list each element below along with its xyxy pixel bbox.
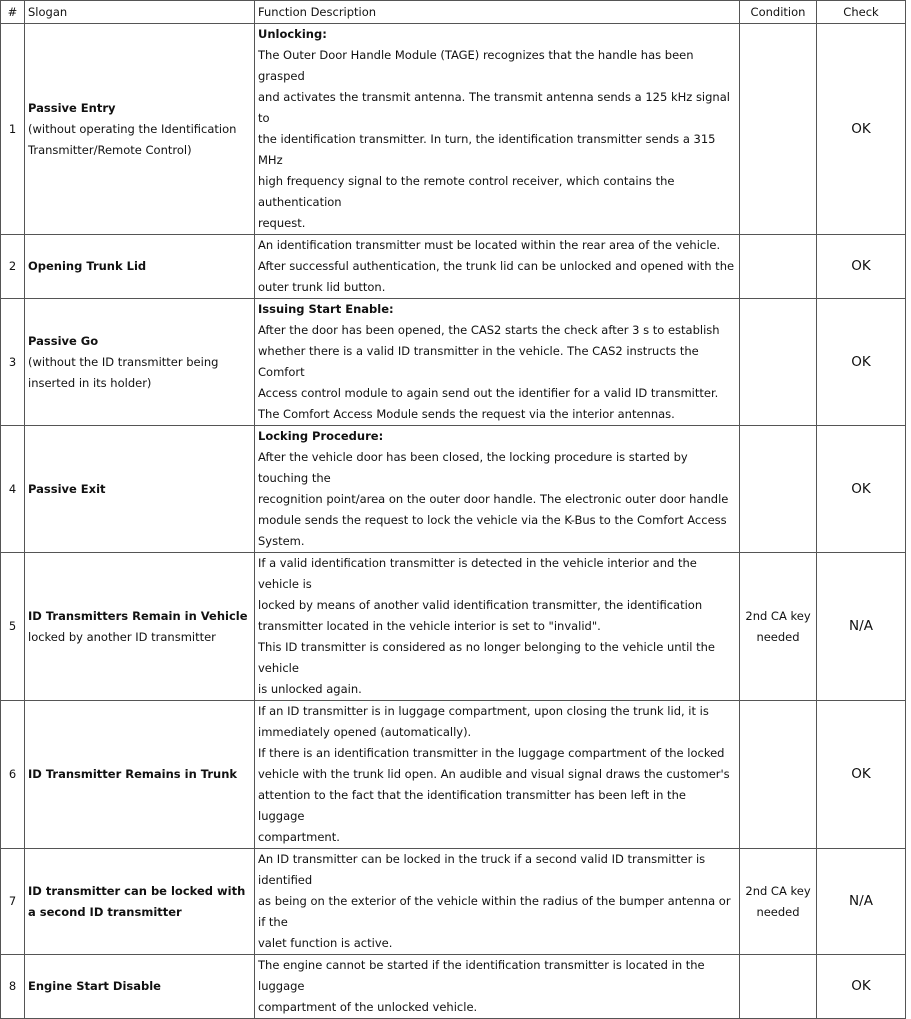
description-heading: Locking Procedure:	[258, 429, 384, 443]
check-status: OK	[817, 24, 906, 235]
slogan-title: Passive Go	[28, 333, 99, 348]
condition-cell	[740, 553, 817, 701]
description-line: outer trunk lid button.	[258, 280, 386, 294]
description-cell	[255, 24, 740, 235]
description-line: The Comfort Access Module sends the request via the interior antennas.	[258, 407, 675, 421]
header-row	[1, 1, 906, 24]
check-status: OK	[817, 701, 906, 849]
description-heading: Issuing Start Enable:	[258, 302, 394, 316]
check-status: OK	[817, 299, 906, 426]
table-row	[1, 553, 906, 701]
slogan-cell	[25, 849, 255, 955]
slogan-subtitle: (without operating the Identification	[28, 121, 237, 136]
description-line: whether there is a valid ID transmitter in the vehicle. The CAS2 instructs the Comfort	[258, 344, 699, 379]
slogan-title: ID Transmitters Remain in Vehicle	[28, 608, 248, 623]
description-line: module sends the request to lock the vehicle via the K-Bus to the Comfort Access	[258, 513, 727, 527]
condition-line: 2nd CA key	[745, 883, 811, 898]
header-num: #	[1, 1, 25, 24]
slogan-subtitle: Transmitter/Remote Control)	[28, 142, 192, 157]
description-cell	[255, 701, 740, 849]
description-cell	[255, 553, 740, 701]
condition-line: 2nd CA key	[745, 608, 811, 623]
row-number: 5	[1, 553, 25, 701]
description-heading: Unlocking:	[258, 27, 327, 41]
slogan-title: Opening Trunk Lid	[28, 259, 147, 273]
description-line: If a valid identification transmitter is detected in the vehicle interior and the vehicle is	[258, 556, 697, 591]
slogan-cell	[25, 701, 255, 849]
header-check: Check	[817, 1, 906, 24]
description-line: If an ID transmitter is in luggage compartment, upon closing the trunk lid, it is	[258, 704, 709, 718]
slogan-cell	[25, 24, 255, 235]
slogan-title: ID Transmitter Remains in Trunk	[28, 767, 238, 781]
row-number: 7	[1, 849, 25, 955]
table-row	[1, 701, 906, 849]
check-status: OK	[817, 955, 906, 1019]
slogan-subtitle: locked by another ID transmitter	[28, 629, 216, 644]
table-row	[1, 24, 906, 235]
row-number: 6	[1, 701, 25, 849]
description-line: valet function is active.	[258, 936, 393, 950]
slogan-title: Passive Exit	[28, 481, 106, 496]
row-number: 2	[1, 235, 25, 299]
description-line: recognition point/area on the outer door handle. The electronic outer door handle	[258, 492, 729, 506]
slogan-cell	[25, 955, 255, 1019]
table-row	[1, 426, 906, 553]
condition-cell	[740, 299, 817, 426]
description-line: Access control module to again send out the identifier for a valid ID transmitter.	[258, 386, 719, 400]
description-cell	[255, 955, 740, 1019]
row-number: 4	[1, 426, 25, 553]
description-line: locked by means of another valid identification transmitter, the identification	[258, 598, 703, 612]
condition-line: needed	[756, 629, 800, 644]
check-status: OK	[817, 426, 906, 553]
row-number: 1	[1, 24, 25, 235]
slogan-title: Passive Entry	[28, 100, 116, 115]
condition-line: needed	[756, 904, 800, 919]
slogan-subtitle: (without the ID transmitter being	[28, 354, 219, 369]
condition-cell	[740, 849, 817, 955]
description-line: An ID transmitter can be locked in the truck if a second valid ID transmitter is identified	[258, 852, 706, 887]
description-line: The Outer Door Handle Module (TAGE) recognizes that the handle has been grasped	[258, 48, 694, 83]
description-line: is unlocked again.	[258, 682, 362, 696]
check-status: N/A	[817, 849, 906, 955]
description-line: compartment.	[258, 830, 340, 844]
slogan-subtitle: inserted in its holder)	[28, 375, 152, 390]
description-cell	[255, 849, 740, 955]
slogan-cell	[25, 299, 255, 426]
description-line: transmitter located in the vehicle interior is set to "invalid".	[258, 619, 601, 633]
table-row	[1, 849, 906, 955]
check-status: N/A	[817, 553, 906, 701]
slogan-title: ID transmitter can be locked with a second ID transmitter	[28, 883, 246, 919]
table-row	[1, 299, 906, 426]
description-line: After the vehicle door has been closed, the locking procedure is started by touching the	[258, 450, 688, 485]
condition-cell	[740, 701, 817, 849]
description-line: the identification transmitter. In turn, the identification transmitter sends a 315 MHz	[258, 132, 716, 167]
slogan-cell	[25, 553, 255, 701]
description-line: immediately opened (automatically).	[258, 725, 472, 739]
row-number: 8	[1, 955, 25, 1019]
condition-cell	[740, 235, 817, 299]
description-line: and activates the transmit antenna. The transmit antenna sends a 125 kHz signal to	[258, 90, 730, 125]
table-body	[1, 24, 906, 1019]
description-line: request.	[258, 216, 306, 230]
table-row	[1, 955, 906, 1019]
description-line: compartment of the unlocked vehicle.	[258, 1000, 478, 1014]
condition-cell	[740, 426, 817, 553]
condition-cell	[740, 955, 817, 1019]
header-condition: Condition	[740, 1, 817, 24]
description-line: The engine cannot be started if the identification transmitter is located in the luggage	[258, 958, 705, 993]
header-description: Function Description	[255, 1, 740, 24]
description-line: System.	[258, 534, 305, 548]
description-line: If there is an identification transmitter in the luggage compartment of the locked	[258, 746, 725, 760]
slogan-cell	[25, 235, 255, 299]
description-line: After successful authentication, the trunk lid can be unlocked and opened with the	[258, 259, 735, 273]
description-cell	[255, 426, 740, 553]
description-cell	[255, 299, 740, 426]
description-line: vehicle with the trunk lid open. An audible and visual signal draws the customer's	[258, 767, 730, 781]
description-cell	[255, 235, 740, 299]
description-line: After the door has been opened, the CAS2 starts the check after 3 s to establish	[258, 323, 720, 337]
slogan-cell	[25, 426, 255, 553]
description-line: high frequency signal to the remote control receiver, which contains the authentication	[258, 174, 675, 209]
description-line: An identification transmitter must be located within the rear area of the vehicle.	[258, 238, 721, 252]
condition-cell	[740, 24, 817, 235]
description-line: This ID transmitter is considered as no longer belonging to the vehicle until the vehicle	[258, 640, 715, 675]
header-slogan: Slogan	[25, 1, 255, 24]
check-status: OK	[817, 235, 906, 299]
table-row	[1, 235, 906, 299]
row-number: 3	[1, 299, 25, 426]
slogan-title: Engine Start Disable	[28, 979, 161, 993]
description-line: as being on the exterior of the vehicle within the radius of the bumper antenna or if the	[258, 894, 731, 929]
description-line: attention to the fact that the identification transmitter has been left in the luggage	[258, 788, 686, 823]
